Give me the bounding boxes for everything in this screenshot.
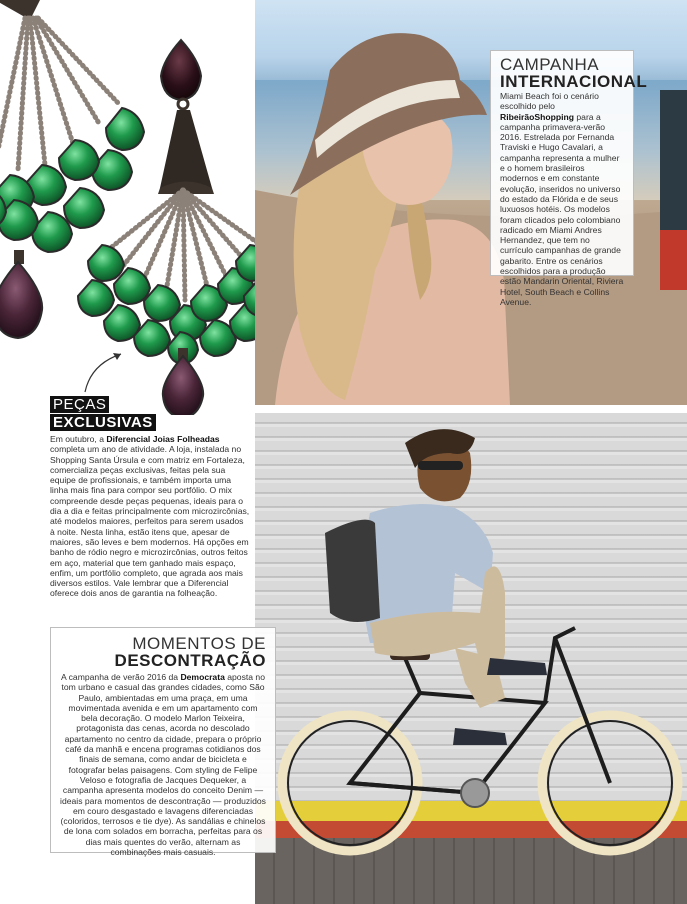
momentos-title-light: MOMENTOS DE <box>132 634 266 653</box>
campanha-internacional-box <box>490 50 648 307</box>
pecas-exclusivas-section <box>50 396 250 599</box>
campanha-body: Miami Beach foi o cenário escolhido pelo RibeirãoShopping para a campanha primavera-verão 2016. Estrelada por Fernanda Traviski e Hugo Cavalari, a campanha representa a mulher e o homem brasileiros modernos e em constante evolução, inseridos no universo do estado da Flórida e de seus luxuosos hotéis. Os modelos foram clicados pelo colombiano radicado em Miami Andres Hernandez, que tem no currículo campanhas de grande gabarito. Entre os cenários escolhidos para a produção estão Mandarin Oriental, Riviera Hotel, South Beach e Collins Avenue. <box>500 91 624 307</box>
momentos-brand: Democrata <box>180 672 225 682</box>
earrings-photo <box>0 0 255 415</box>
momentos-body: A campanha de verão 2016 da Democrata aposta no tom urbano e casual das grandes cidades, como São Paulo, ambientadas em uma praça, em uma movimentada avenida e em um apartamento com bela decoração. O modelo Marlon Teixeira, protagonista das cenas, acorda no descolado apartamento no centro da cidade, prepara o próprio café da manhã e encena programas cotidianos dos finais de semana, como andar de bicicleta e fotografar belas paisagens. Com styling de Felipe Veloso e fotografia de Jacques Dequeker, a campanha apresenta modelos do conceito Denim — ideais para momentos de descontração — produzidos em couro desgastado e lavagens diferenciadas (coloridos, terrosos e tie dye). As sandálias e chinelos de lona com solados em borracha, perfeitas para os dias mais quentes do verão, alternam as combinações mais casuais. <box>60 672 266 858</box>
man-on-bicycle-illustration <box>255 413 687 904</box>
pecas-title-light: PEÇAS <box>50 396 109 413</box>
right-earring <box>78 40 255 415</box>
pointer-arrow <box>85 354 121 392</box>
campanha-title-light: CAMPANHA <box>500 55 600 74</box>
campanha-brand: RibeirãoShopping <box>500 111 574 122</box>
bicycle-campaign-photo <box>255 413 687 904</box>
pecas-brand: Diferencial Joias Folheadas <box>106 434 220 444</box>
campanha-title-bold: INTERNACIONAL <box>500 72 648 91</box>
pecas-title-bold: EXCLUSIVAS <box>50 414 156 431</box>
pecas-body: Em outubro, a Diferencial Joias Folheadas completa um ano de atividade. A loja, instalada no Shopping Santa Úrsula e com matriz em Fortaleza, comercializa peças exclusivas, feitas pela sua equipe de profissionais, e também importa uma linha mais fina para compor seu portfólio. O mix compreende desde peças pequenas, ideais para o dia a dia e feitas principalmente com microzircônias, até modelos maiores, perfeitos para serem usados à noite. Nesta linha, estão itens que, apesar de maiores, são leves e bem modernos. Há opções em banho de ródio negro e microzircônias, outros feitos em aço, material que tem ganhado mais espaço, enfim, um portfólio completo, que agrada aos mais diversos estilos. Vale lembrar que a Diferencial oferece dois anos de garantia na folheação. <box>50 434 250 599</box>
momentos-title-bold: DESCONTRAÇÃO <box>114 651 266 670</box>
momentos-descontracao-box <box>50 627 276 858</box>
earrings-illustration <box>0 0 255 415</box>
